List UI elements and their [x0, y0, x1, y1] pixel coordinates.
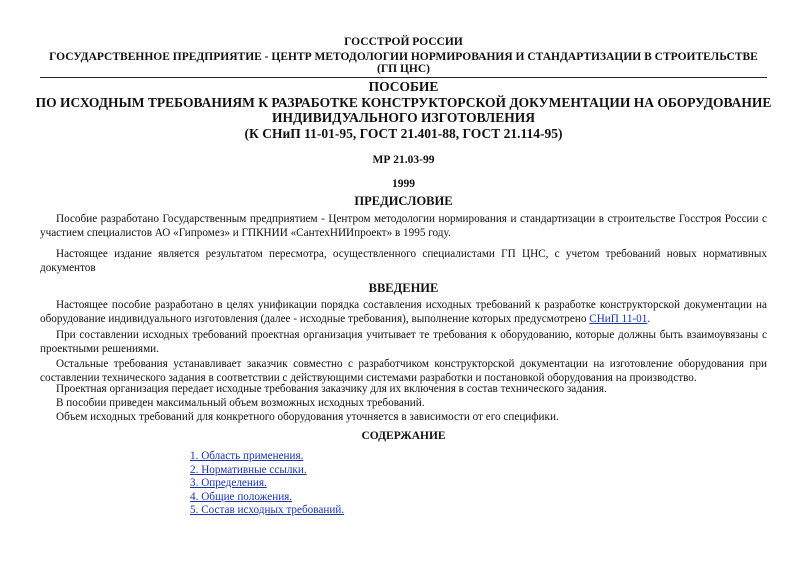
- preface-paragraph-2: Настоящее издание является результатом пересмотра, осуществленного специалистами ГП ЦНС, с учетом требований новых нормативных документов: [40, 248, 767, 274]
- intro-paragraph-1: [40, 299, 767, 326]
- toc-item: [190, 464, 344, 478]
- toc-link-requirements-composition[interactable]: 5. Состав исходных требований.: [190, 504, 345, 517]
- toc-item: [190, 477, 344, 491]
- intro-paragraph-3: Остальные требования устанавливает заказчик совместно с разработчиком конструкторской документации на изготовление оборудования при составлении технического задания в соответствии с действующими системами разработки и постановкой оборудования на производство.: [40, 358, 767, 384]
- title-line-3: ИНДИВИДУАЛЬНОГО ИЗГОТОВЛЕНИЯ: [272, 110, 535, 125]
- toc-item: [190, 504, 344, 518]
- toc-link-definitions[interactable]: 3. Определения.: [190, 477, 267, 490]
- intro-heading: ВВЕДЕНИЕ: [368, 281, 439, 295]
- title-line-4: (К СНиП 11-01-95, ГОСТ 21.401-88, ГОСТ 21.114-95): [244, 125, 563, 141]
- preface-paragraph-1: Пособие разработано Государственным предприятием - Центром методологии нормирования и стандартизации в строительстве Госстроя России с участием специалистов АО «Гипромез» и ГПКНИИ «СантехНИИпроект» в 1995 году.: [40, 213, 767, 239]
- document-year: 1999: [392, 178, 415, 190]
- organization-name: ГОСУДАРСТВЕННОЕ ПРЕДПРИЯТИЕ - ЦЕНТР МЕТОДОЛОГИИ НОРМИРОВАНИЯ И СТАНДАРТИЗАЦИИ В СТРОИТЕЛЬСТВЕ (ГП ЦНС): [40, 51, 767, 78]
- intro-paragraph-4: Проектная организация передает исходные требования заказчику для их включения в состав технического задания.: [56, 383, 607, 395]
- intro-paragraph-2: При составлении исходных требований проектная организация учитывает те требования к оборудованию, которые должны быть взаимоувязаны с проектными решениями.: [40, 329, 767, 355]
- toc-item: [190, 450, 344, 464]
- intro-paragraph-1-text: Настоящее пособие разработано в целях унификации порядка составления исходных требований к разработке конструкторской документации на оборудование индивидуального изготовления (далее - исходные требования), выполнение которых предусмотрено: [40, 299, 767, 325]
- title-line-2: ПО ИСХОДНЫМ ТРЕБОВАНИЯМ К РАЗРАБОТКЕ КОНСТРУКТОРСКОЙ ДОКУМЕНТАЦИИ НА ОБОРУДОВАНИЕ: [35, 94, 772, 110]
- preface-heading: ПРЕДИСЛОВИЕ: [354, 194, 453, 208]
- intro-paragraph-5: В пособии приведен максимальный объем возможных исходных требований.: [56, 397, 425, 409]
- title-line-1: ПОСОБИЕ: [368, 79, 439, 94]
- snip-11-01-link[interactable]: СНиП 11-01: [589, 312, 648, 325]
- toc-link-general-provisions[interactable]: 4. Общие положения.: [190, 490, 293, 503]
- toc-item: [190, 491, 344, 505]
- document-title: [20, 79, 787, 141]
- toc-link-normative-references[interactable]: 2. Нормативные ссылки.: [190, 463, 307, 476]
- agency-name: ГОССТРОЙ РОССИИ: [344, 36, 463, 48]
- table-of-contents: [190, 450, 344, 518]
- intro-paragraph-1-end: .: [647, 312, 651, 325]
- toc-link-scope[interactable]: 1. Область применения.: [190, 450, 304, 462]
- intro-paragraph-6: Объем исходных требований для конкретного оборудования уточняется в зависимости от его специфики.: [56, 411, 559, 423]
- document-code: МР 21.03-99: [372, 154, 435, 166]
- toc-heading: СОДЕРЖАНИЕ: [361, 430, 446, 442]
